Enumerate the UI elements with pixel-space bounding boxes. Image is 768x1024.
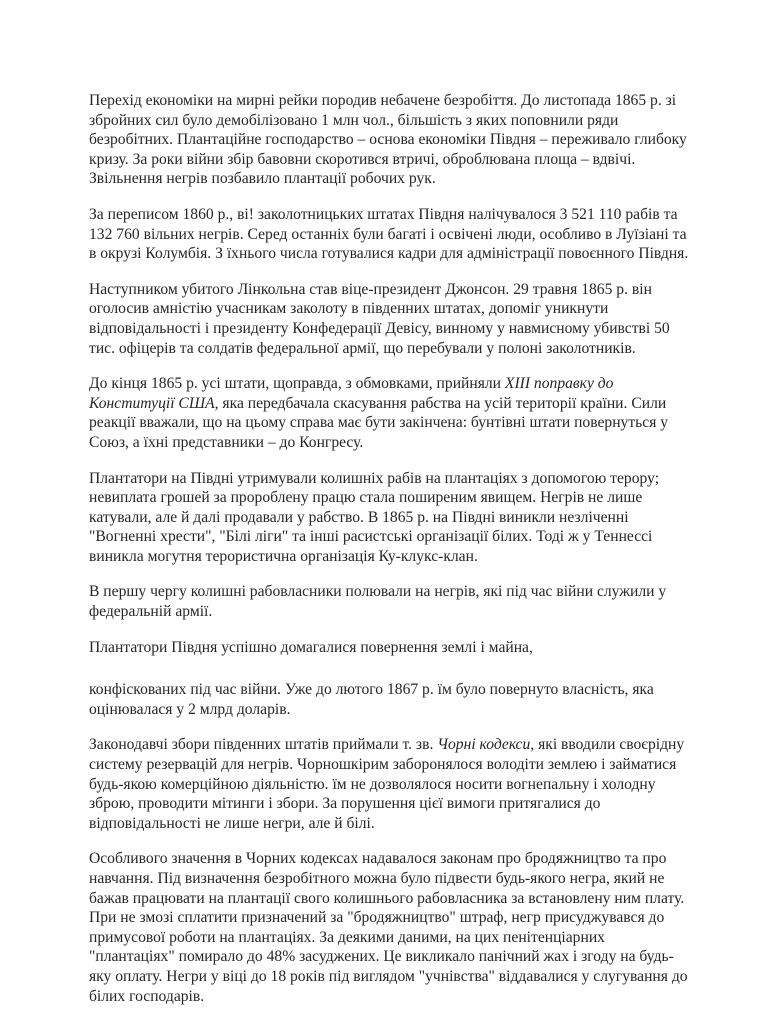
paragraph-census: За переписом 1860 р., ві! заколотницьких штатах Півдня налічувалося 3 521 110 рабів та 132 760 вільних негрів. Серед останніх були багаті і освічені люди, особливо в Луїзіані та в окрузі Колумбія. З їхнього числа готувалися кадри для адміністрації повоєнного Півдня. (89, 205, 689, 263)
paragraph-text: До кінця 1865 р. усі штати, щоправда, з обмовками, прийняли (89, 375, 505, 393)
document-page (89, 91, 689, 1022)
paragraph-text: Законодавчі збори південних штатів приймали т. зв. (89, 736, 438, 754)
paragraph-confiscated-property: конфіскованих під час війни. Уже до лютого 1867 р. їм було повернуто власність, яка оцінювалася у 2 млрд доларів. (89, 681, 654, 718)
paragraph-former-soldiers: В першу чергу колишні рабовласники полювали на негрів, які під час війни служили у федеральній армії. (89, 583, 667, 621)
italic-term: XIII поправку до Конституції США, (89, 375, 614, 412)
paragraph-text: яка передбачала скасування рабства на усій території країни. Сили реакції вважали, що на цьому справа має бути закінчена: бунтівні штати повернуться у Союз, а їхні представники – до Конгресу. (89, 394, 669, 451)
paragraph-text: які вводили своєрідну систему резервацій для негрів. Чорношкірим заборонялося володіти землею і займатися будь-якою комерційною діяльністю. їм не дозволялося носити вогнепальну і холодну зброю, проводити мітинги і збори. За порушення цієї вимоги притягалися до відповідальності не лише негри, але й білі. (89, 736, 685, 832)
paragraph-black-codes (89, 735, 689, 833)
paragraph-johnson-amnesty: Наступником убитого Лінкольна став віце-президент Джонсон. 29 травня 1865 р. він оголосив амністію учасникам заколоту в південних штатах, допоміг уникнути відповідальності і президенту Конфедерації Девісу, винному у навмисному убивстві 50 тис. офіцерів та солдатів федеральної армії, що перебували у полоні заколотників. (89, 280, 670, 357)
paragraph-unemployment: Перехід економіки на мирні рейки породив небачене безробіття. До листопада 1865 р. зі збройних сил було демобілізовано 1 млн чол., більшість з яких поповнили ряди безробітних. Плантаційне господарство – основа економіки Півдня – переживало глибоку кризу. За роки війни збір бавовни скоротився втричі, оброблювана площа – вдвічі. Звільнення негрів позбавило плантації робочих рук. (89, 92, 687, 188)
paragraph-terror: Плантатори на Півдні утримували колишніх рабів на плантаціях з допомогою терору; невиплата грошей за пророблену працю стала поширеним явищем. Негрів не лише катували, але й далі продавали у рабство. В 1865 р. на Півдні виникли незліченні "Вогненні хрести", "Білі ліги" та інші расистські організації білих. Тоді ж у Теннессі виникла могутня терористична організація Ку-клукс-клан. (89, 469, 660, 565)
italic-term: Чорні кодекси, (437, 736, 535, 754)
paragraph-vagrancy-laws: Особливого значення в Чорних кодексах надавалося законам про бродяжництво та про навчання. Під визначення безробітного можна було підвести будь-якого негра, який не бажав працювати на плантації свого колишнього рабовласника за встановлену ним плату. При не змозі сплатити призначений за "бродяжництво" штраф, негр присуджувався до примусової роботи на плантаціях. За деякими даними, на цих пенітенціарних "плантаціях" помирало до 48% засуджених. Це викликало панічний жах і згоду на будь-яку оплату. Негри у віці до 18 років під виглядом "учнівства" віддавалися у слугування до білих господарів. (89, 850, 688, 1005)
paragraph-thirteenth-amendment (89, 374, 689, 452)
paragraph-land-return: Плантатори Півдня успішно домагалися повернення землі і майна, (89, 638, 533, 656)
